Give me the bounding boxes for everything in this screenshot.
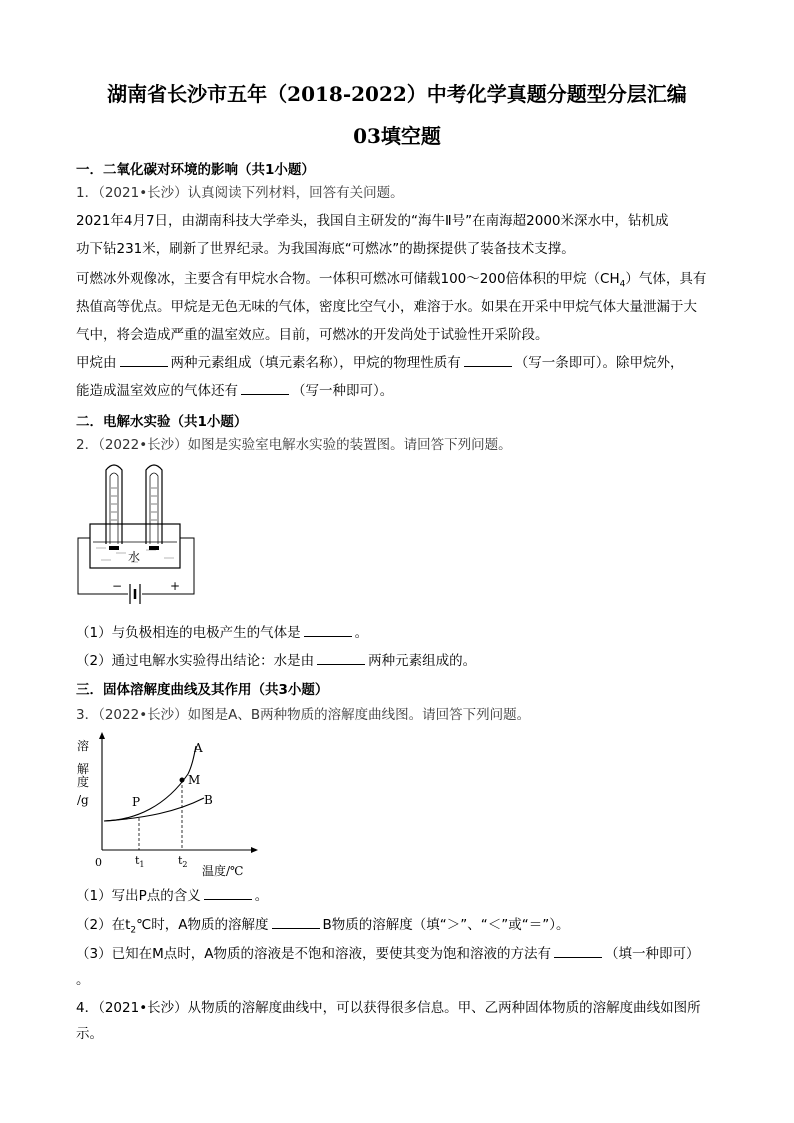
q1-material-line: 功下钻231米，刷新了世界纪录。为我国海底“可燃冰”的勘探提供了装备技术支撑。 [76,241,575,257]
q1-material-line [76,269,726,295]
section-heading-2: 二．电解水实验（共1小题） [76,414,248,430]
answer-blank[interactable] [272,915,320,929]
text-span: ）气体，具有 [625,271,707,287]
text-span: ℃时，A物质的溶解度 [136,917,269,933]
curve-a [104,746,196,821]
text-span: （填一种即可） [604,946,700,962]
q2-sub-question-1 [76,623,726,643]
x-axis-arrow [251,847,258,853]
text-span: 两种元素组成（填元素名称），甲烷的物理性质有 [170,355,461,371]
question-3-intro: 3．（2022•长沙）如图是A、B两种物质的溶解度曲线图。请回答下列问题。 [76,707,531,723]
text-span: 。 [354,625,369,641]
text-span: （2）通过电解水实验得出结论：水是由 [76,653,315,669]
electrolysis-apparatus-diagram [76,458,206,613]
text-span: 两种元素组成的。 [368,653,477,669]
question-4-intro: 4．（2021•长沙）从物质的溶解度曲线中，可以获得很多信息。甲、乙两种固体物质的溶解度曲线如图所 [76,1000,701,1016]
t2-label: $t_2$ [178,854,188,869]
x-axis-label: 温度/℃ [202,864,244,878]
text-span: B物质的溶解度（填“＞”、“＜”或“＝”）。 [322,917,570,933]
y-axis-label: 度 [77,775,90,789]
text-span: 可燃冰外观像冰，主要含有甲烷水合物。一体积可燃冰可储载100～200倍体积的甲烷（CH [76,271,620,287]
q1-material-line: 2021年4月7日，由湖南科技大学牵头，我国自主研发的“海牛Ⅱ号”在南海超2000米深水中，钻机成 [76,213,669,229]
curve-a-label: A [194,741,203,755]
q1-question-line [76,381,726,401]
positive-electrode [149,546,159,550]
section-heading-3: 三．固体溶解度曲线及其作用（共3小题） [76,682,329,698]
negative-electrode [109,546,119,550]
solubility-curve-diagram [76,730,276,880]
document-title: 湖南省长沙市五年（2018-2022）中考化学真题分题型分层汇编 [107,82,687,106]
answer-blank[interactable] [317,651,365,665]
t1-label: $t_1$ [135,854,145,869]
text-span: （3）已知在M点时，A物质的溶液是不饱和溶液，要使其变为饱和溶液的方法有 [76,946,551,962]
answer-blank[interactable] [241,381,289,395]
point-m-label: M [188,773,201,787]
question-4-intro: 示。 [76,1026,103,1042]
q3-sub-question-3-end: 。 [76,972,90,988]
q1-material-line: 气中，将会造成严重的温室效应。目前，可燃冰的开发尚处于试验性开采阶段。 [76,327,549,343]
question-1-intro: 1．（2021•长沙）认真阅读下列材料，回答有关问题。 [76,185,404,201]
text-span: （写一种即可）。 [292,383,394,399]
q1-material-line: 热值高等优点。甲烷是无色无味的气体，密度比空气小，难溶于水。如果在开采中甲烷气体大量泄漏于大 [76,299,697,315]
point-m [180,778,185,783]
text-span: （1）写出P点的含义 [76,888,201,904]
point-p-label: P [132,795,141,809]
text-span: （写一条即可）。除甲烷外， [514,355,684,371]
section-heading-1: 一．二氧化碳对环境的影响（共1小题） [76,162,315,178]
plus-label: + [170,579,181,593]
right-test-tube [146,465,162,544]
text-span: 。 [254,888,269,904]
y-axis-label: 溶 [77,739,90,753]
q1-question-line [76,353,726,373]
answer-blank[interactable] [204,886,252,900]
text-span: （1）与负极相连的电极产生的气体是 [76,625,301,641]
origin-label: 0 [95,856,102,869]
text-span: 能造成温室效应的气体还有 [76,383,238,399]
document-subtitle: 03填空题 [353,124,441,148]
left-test-tube [106,465,122,544]
text-span: （2）在t [76,917,131,933]
answer-blank[interactable] [120,353,168,367]
q2-sub-question-2 [76,651,726,671]
answer-blank[interactable] [554,944,602,958]
text-span: 甲烷由 [76,355,117,371]
curve-b-label: B [204,793,213,807]
q3-sub-question-3 [76,944,726,964]
q3-sub-question-2 [76,915,726,941]
q3-sub-question-1 [76,886,726,906]
y-axis-label: 解 [77,762,90,776]
answer-blank[interactable] [304,623,352,637]
y-axis-label: /g [77,793,89,807]
question-2-intro: 2．（2022•长沙）如图是实验室电解水实验的装置图。请回答下列问题。 [76,437,512,453]
subscript: 4 [619,279,626,290]
answer-blank[interactable] [464,353,512,367]
subscript: 2 [130,925,137,936]
y-axis-arrow [99,732,105,739]
minus-label: − [112,579,123,593]
curve-b [104,798,204,821]
water-label: 水 [128,550,141,564]
